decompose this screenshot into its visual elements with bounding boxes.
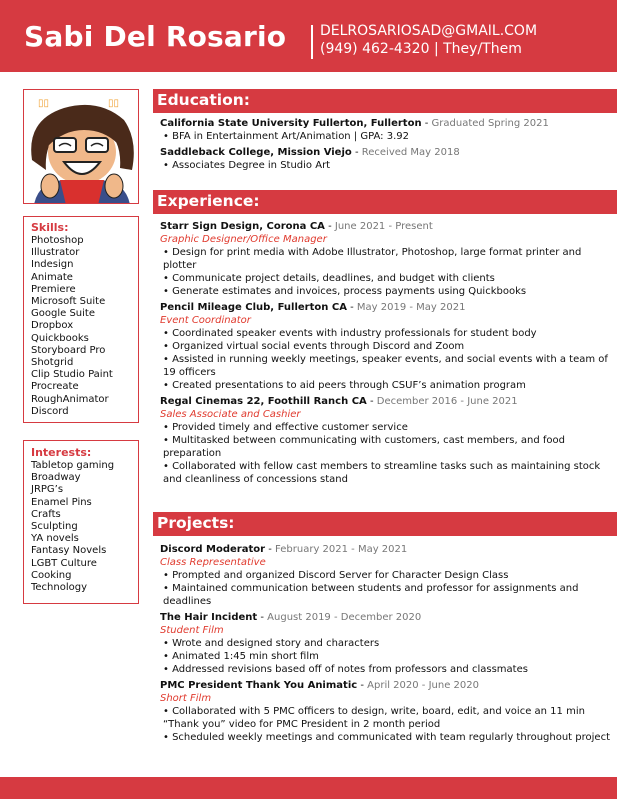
bullet-dot-icon: • <box>163 160 173 171</box>
education-heading: Education: <box>153 89 617 113</box>
bullet-text: Created presentations to aid peers through CSUF’s animation program <box>172 380 526 391</box>
svg-text:▯▯: ▯▯ <box>38 98 50 109</box>
interests-item: Technology <box>31 582 88 594</box>
skills-box <box>23 216 139 423</box>
bullet-item <box>160 731 615 744</box>
bullet-item <box>160 353 615 379</box>
footer-banner <box>0 777 617 799</box>
date-separator: - <box>351 147 362 158</box>
entry-role: Graphic Designer/Office Manager <box>160 234 327 245</box>
entry-title: Saddleback College, Mission Viejo <box>160 147 352 158</box>
date-separator: - <box>265 544 276 555</box>
interests-heading: Interests: <box>31 446 92 459</box>
skills-item: Clip Studio Paint <box>31 369 113 381</box>
skills-item: Shotgrid <box>31 357 74 369</box>
bullet-item <box>160 460 615 486</box>
projects-entry <box>160 543 615 608</box>
entry-title: California State University Fullerton, Fullerton <box>160 118 422 129</box>
header-banner <box>0 0 617 72</box>
interests-item: Broadway <box>31 472 81 484</box>
entry-title: Regal Cinemas 22, Foothill Ranch CA <box>160 396 367 407</box>
bullet-dot-icon: • <box>163 273 173 284</box>
interests-item: YA novels <box>31 533 79 545</box>
bullet-item <box>160 340 615 353</box>
bullet-text: Assisted in running weekly meetings, speaker events, and social events with a team of 19 officers <box>163 354 608 378</box>
interests-item: Tabletop gaming <box>31 460 115 471</box>
entry-heading-line <box>160 146 615 159</box>
projects-entry <box>160 679 615 744</box>
skills-item: Microsoft Suite <box>31 296 106 308</box>
bullet-text: BFA in Entertainment Art/Animation | GPA: 3.92 <box>172 131 409 142</box>
entry-title: The Hair Incident <box>160 612 258 623</box>
experience-entry <box>160 395 615 486</box>
bullet-item <box>160 272 615 285</box>
projects-heading: Projects: <box>153 512 617 536</box>
skills-item: RoughAnimator <box>31 393 109 405</box>
bullet-item <box>160 130 615 143</box>
phone-pronouns: (949) 462-4320 | They/Them <box>320 41 522 57</box>
bullet-dot-icon: • <box>163 435 173 446</box>
bullet-item <box>160 327 615 340</box>
education-entry <box>160 146 615 172</box>
bullet-text: Animated 1:45 min short film <box>172 651 319 662</box>
skills-item: Photoshop <box>31 235 84 246</box>
entry-role: Event Coordinator <box>160 315 251 326</box>
entry-date: June 2021 - Present <box>334 221 433 232</box>
skills-item: Discord <box>31 405 69 417</box>
entry-date: May 2019 - May 2021 <box>356 302 466 313</box>
date-separator: - <box>324 221 335 232</box>
bullet-text: Generate estimates and invoices, process payments using Quickbooks <box>172 286 527 297</box>
skills-item: Dropbox <box>31 320 74 332</box>
header-divider <box>311 25 313 59</box>
interests-box <box>23 440 139 604</box>
bullet-dot-icon: • <box>163 380 173 391</box>
entry-date: August 2019 - December 2020 <box>267 612 422 623</box>
entry-heading-line <box>160 117 615 130</box>
bullet-dot-icon: • <box>163 422 173 433</box>
bullet-dot-icon: • <box>163 583 173 594</box>
bullet-text: Provided timely and effective customer service <box>172 422 408 433</box>
skills-item: Illustrator <box>31 247 80 259</box>
bullet-dot-icon: • <box>163 247 173 258</box>
entry-title: Pencil Mileage Club, Fullerton CA <box>160 302 347 313</box>
education-section <box>160 117 615 175</box>
bullet-item <box>160 379 615 392</box>
bullet-text: Organized virtual social events through Discord and Zoom <box>172 341 465 352</box>
bullet-item <box>160 650 615 663</box>
bullet-dot-icon: • <box>163 354 173 365</box>
skills-item: Procreate <box>31 381 79 393</box>
interests-item: Enamel Pins <box>31 496 92 508</box>
entry-role: Sales Associate and Cashier <box>160 409 301 420</box>
skills-item: Indesign <box>31 259 74 271</box>
bullet-item <box>160 246 615 272</box>
avatar-illustration <box>23 89 139 204</box>
bullet-item <box>160 159 615 172</box>
entry-title: PMC President Thank You Animatic <box>160 680 358 691</box>
skills-heading: Skills: <box>31 221 69 234</box>
bullet-item <box>160 421 615 434</box>
skills-item: Quickbooks <box>31 332 89 344</box>
entry-title: Starr Sign Design, Corona CA <box>160 221 325 232</box>
entry-heading-line <box>160 220 615 233</box>
date-separator: - <box>357 680 368 691</box>
entry-role: Student Film <box>160 625 224 636</box>
bullet-dot-icon: • <box>163 706 173 717</box>
bullet-text: Maintained communication between students and professor for assignments and deadlines <box>163 583 579 607</box>
bullet-dot-icon: • <box>163 732 173 743</box>
bullet-text: Collaborated with 5 PMC officers to design, write, board, edit, and voice an 11 min “Thank you” video for PMC President in 2 month period <box>163 706 585 730</box>
skills-item: Animate <box>31 271 73 283</box>
bullet-dot-icon: • <box>163 328 173 339</box>
entry-heading-line <box>160 395 615 408</box>
entry-date: April 2020 - June 2020 <box>367 680 479 691</box>
skills-item: Storyboard Pro <box>31 344 106 356</box>
bullet-item <box>160 569 615 582</box>
date-separator: - <box>346 302 357 313</box>
bullet-dot-icon: • <box>163 651 173 662</box>
interests-item: Crafts <box>31 508 61 520</box>
bullet-dot-icon: • <box>163 664 173 675</box>
bullet-text: Scheduled weekly meetings and communicated with team regularly throughout project <box>172 732 610 743</box>
interests-item: Cooking <box>31 569 72 581</box>
bullet-text: Communicate project details, deadlines, and budget with clients <box>172 273 495 284</box>
bullet-text: Coordinated speaker events with industry professionals for student body <box>172 328 537 339</box>
email: DELROSARIOSAD@GMAIL.COM <box>320 23 538 39</box>
date-separator: - <box>366 396 377 407</box>
bullet-item <box>160 663 615 676</box>
bullet-dot-icon: • <box>163 286 173 297</box>
education-entry <box>160 117 615 143</box>
interests-item: LGBT Culture <box>31 557 97 569</box>
skills-item: Premiere <box>31 283 76 295</box>
date-separator: - <box>257 612 268 623</box>
interests-item: Fantasy Novels <box>31 545 107 557</box>
entry-date: Graduated Spring 2021 <box>431 118 549 129</box>
bullet-text: Addressed revisions based off of notes from professors and classmates <box>172 664 528 675</box>
entry-date: February 2021 - May 2021 <box>275 544 408 555</box>
bullet-item <box>160 705 615 731</box>
entry-role: Short Film <box>160 693 212 704</box>
entry-heading-line <box>160 543 615 556</box>
bullet-dot-icon: • <box>163 461 173 472</box>
skills-item: Google Suite <box>31 308 95 320</box>
entry-date: December 2016 - June 2021 <box>376 396 518 407</box>
bullet-text: Associates Degree in Studio Art <box>172 160 331 171</box>
entry-role: Class Representative <box>160 557 266 568</box>
projects-section <box>160 543 615 747</box>
experience-entry <box>160 220 615 298</box>
bullet-item <box>160 285 615 298</box>
date-separator: - <box>421 118 432 129</box>
bullet-dot-icon: • <box>163 341 173 352</box>
bullet-dot-icon: • <box>163 570 173 581</box>
experience-entry <box>160 301 615 392</box>
entry-date: Received May 2018 <box>361 147 460 158</box>
projects-entry <box>160 611 615 676</box>
bullet-item <box>160 637 615 650</box>
experience-heading: Experience: <box>153 190 617 214</box>
bullet-text: Prompted and organized Discord Server for Character Design Class <box>172 570 509 581</box>
entry-heading-line <box>160 679 615 692</box>
entry-heading-line <box>160 611 615 624</box>
applicant-name: Sabi Del Rosario <box>24 20 287 53</box>
bullet-item <box>160 434 615 460</box>
bullet-text: Multitasked between communicating with customers, cast members, and food preparation <box>163 435 565 459</box>
entry-heading-line <box>160 301 615 314</box>
bullet-dot-icon: • <box>163 131 173 142</box>
entry-title: Discord Moderator <box>160 544 266 555</box>
bullet-text: Collaborated with fellow cast members to streamline tasks such as maintaining stock and cleanliness of concessions stand <box>163 461 601 485</box>
interests-item: JRPG’s <box>31 484 64 496</box>
bullet-text: Design for print media with Adobe Illustrator, Photoshop, large format printer and plotter <box>163 247 582 271</box>
experience-section <box>160 220 615 489</box>
interests-item: Sculpting <box>31 521 78 533</box>
svg-text:▯▯: ▯▯ <box>108 98 120 109</box>
bullet-text: Wrote and designed story and characters <box>172 638 380 649</box>
bullet-dot-icon: • <box>163 638 173 649</box>
bullet-item <box>160 582 615 608</box>
